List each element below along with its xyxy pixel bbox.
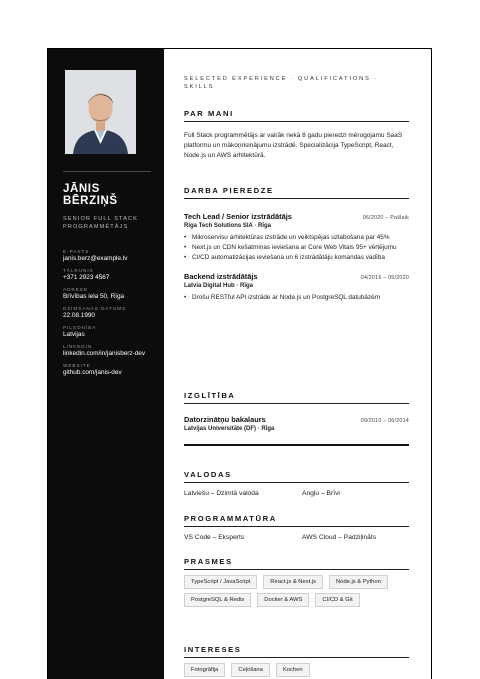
contact-address — [63, 287, 159, 301]
language-item: Latviešu – Dzimtā valoda — [184, 490, 259, 497]
section-title: PRASMES — [184, 557, 409, 570]
contact-birthdate — [63, 306, 159, 320]
skill-tags — [184, 575, 409, 607]
job-bullets — [184, 293, 409, 303]
sidebar — [48, 49, 164, 679]
section-divider — [184, 444, 409, 446]
interest-tag: Kochen — [276, 663, 310, 677]
first-name: JĀNIS — [63, 183, 100, 195]
job-date: 06/2020 – Pašlaik — [362, 215, 409, 221]
job-role: SENIOR FULL STACK PROGRAMMĒTĀJS — [63, 216, 138, 230]
languages-section — [184, 470, 409, 497]
job-header — [184, 212, 409, 221]
education-section — [184, 391, 409, 446]
contact-value: +371 2923 4567 — [63, 274, 110, 281]
section-title: IZGLĪTĪBA — [184, 391, 409, 404]
section-title: DARBA PIEREDZE — [184, 186, 409, 199]
interest-tag: Fotogrāfija — [184, 663, 225, 677]
contact-label: TĀLRUNIS — [63, 268, 94, 273]
job-entry — [184, 212, 409, 263]
last-name: BĒRZIŅŠ — [63, 195, 118, 207]
interests-section — [184, 645, 409, 677]
skill-tag: TypeScript / JavaScript — [184, 575, 257, 589]
person-portrait-icon — [65, 70, 136, 154]
job-title: Tech Lead / Senior izstrādātājs — [184, 212, 292, 221]
skills-section — [184, 557, 409, 607]
list-item: • Next.js un CDN kešatmiņas ieviešana ar Core Web Vitals 95+ vērtējumu — [184, 243, 409, 253]
contact-label: LINKEDIN — [63, 344, 93, 349]
job-entry — [184, 272, 409, 303]
school-name: Latvijas Universitāte (DF) · Rīga — [184, 426, 275, 432]
contact-citizenship — [63, 325, 159, 339]
list-item: • Drošu RESTful API izstrāde ar Node.js un PostgreSQL datubāzēm — [184, 293, 409, 303]
main-content — [164, 49, 431, 679]
contact-label: E-PASTS — [63, 249, 90, 254]
contact-value: linkedin.com/in/janisberz-dev — [63, 350, 146, 357]
contact-email — [63, 249, 159, 263]
skill-tag: CI/CD & Git — [315, 593, 359, 607]
section-title: PROGRAMMATŪRA — [184, 514, 409, 527]
languages-row — [184, 490, 409, 497]
contact-label: DZIMŠANAS DATUMS — [63, 306, 127, 311]
list-item: • Mikroservisu arhitektūras izstrāde un veiktspējas uzlabošana par 45% — [184, 233, 409, 243]
contact-phone — [63, 268, 159, 282]
contact-value: 22.08.1990 — [63, 312, 95, 319]
job-bullets — [184, 233, 409, 263]
software-section — [184, 514, 409, 541]
about-text: Full Stack programmētājs ar vairāk nekā 8 gadu pieredzi mērogojamu SaaS platformu un mākoņrisinājumu izstrādē. Specializācija TypeScript, React, Node.js un AWS arhitektūrā. — [184, 132, 403, 159]
job-header — [184, 272, 409, 281]
skill-tag: Node.js & Python — [329, 575, 388, 589]
skill-tag: PostgreSQL & Redis — [184, 593, 251, 607]
section-title: VALODAS — [184, 470, 409, 483]
contact-value: janis.berz@example.lv — [63, 255, 128, 262]
about-section — [184, 109, 409, 161]
skill-tag: React.js & Next.js — [263, 575, 323, 589]
contact-value: Latvijas — [63, 331, 85, 338]
sidebar-divider — [63, 171, 151, 172]
skill-tag: Docker & AWS — [257, 593, 309, 607]
section-title: PAR MANI — [184, 109, 409, 122]
resume-page — [47, 48, 432, 679]
contact-value: github.com/janis-dev — [63, 369, 122, 376]
interest-tags — [184, 663, 409, 677]
contact-label: WEBSITE — [63, 363, 91, 368]
section-title: INTERESES — [184, 645, 409, 658]
list-item: • CI/CD automatizācijas ieviešana un 6 izstrādātāju komandas vadība — [184, 253, 409, 263]
contact-label: ADRESE — [63, 287, 88, 292]
education-date: 09/2010 – 06/2014 — [360, 418, 409, 424]
contact-value: Brīvības iela 50, Rīga — [63, 293, 125, 300]
job-organization: Latvia Digital Hub · Rīga — [184, 283, 254, 289]
software-row — [184, 534, 409, 541]
contact-list — [63, 249, 159, 382]
profile-photo — [65, 70, 136, 154]
job-organization: Riga Tech Solutions SIA · Rīga — [184, 223, 272, 229]
contact-linkedin — [63, 344, 159, 358]
software-item: AWS Cloud – Padziļināts — [302, 534, 377, 541]
full-name — [63, 183, 158, 207]
contact-label: PILSONĪBA — [63, 325, 97, 330]
tagline: SELECTED EXPERIENCE · QUALIFICATIONS · SKILLS — [184, 76, 378, 90]
contact-website — [63, 363, 159, 377]
education-header — [184, 415, 409, 424]
job-title: Backend izstrādātājs — [184, 272, 258, 281]
job-date: 04/2016 – 05/2020 — [360, 275, 409, 281]
degree-title: Datorzinātņu bakalaurs — [184, 415, 266, 424]
experience-section — [184, 186, 409, 303]
software-item: VS Code – Eksperts — [184, 534, 245, 541]
language-item: Angļu – Brīvi — [302, 490, 340, 497]
interest-tag: Ceļošana — [231, 663, 270, 677]
